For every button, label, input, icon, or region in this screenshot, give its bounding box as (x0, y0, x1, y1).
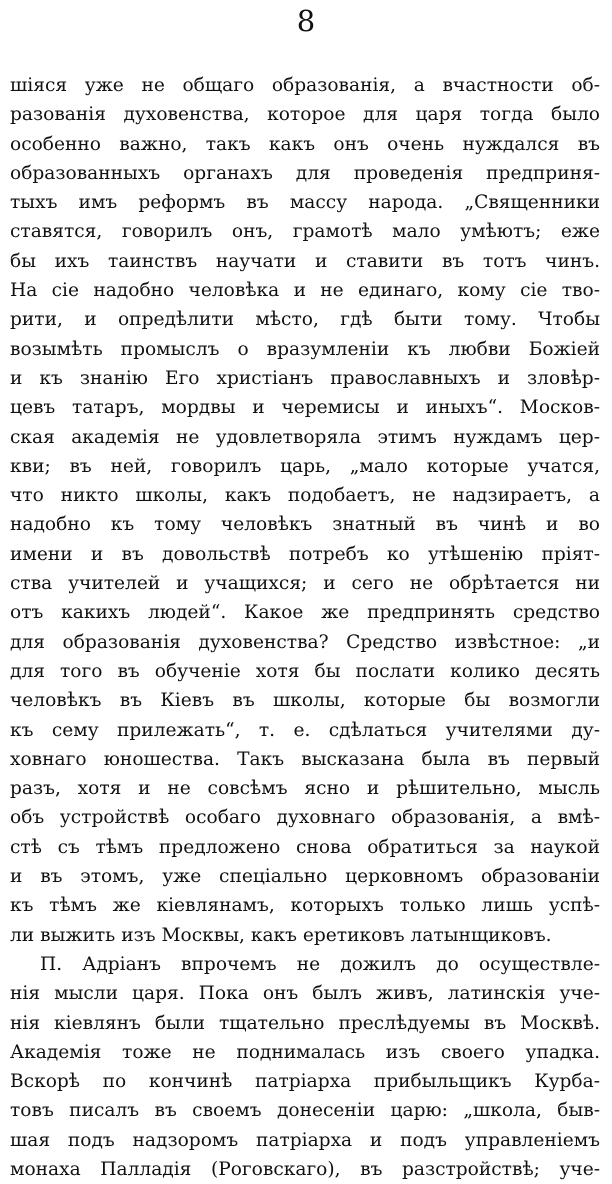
text-line: и въ этомъ, уже спеціально церковномъ образованіи (10, 866, 600, 888)
text-line: нія мысли царя. Пока онъ былъ живъ, латинскія уче- (10, 983, 600, 1005)
text-line: бы ихъ таинствъ научати и ставити въ тотъ чинъ. (10, 250, 600, 272)
page-number: 8 (296, 4, 316, 38)
text-line: возымѣть промыслъ о вразумленіи къ любви Божіей (10, 338, 600, 360)
text-line: ставятся, говорилъ онъ, грамотѣ мало умѣютъ; еже (10, 221, 600, 243)
text-line: особенно важно, такъ какъ онъ очень нуждался въ (10, 133, 600, 155)
text-line: надобно къ тому человѣкъ знатный въ чинѣ и во (10, 514, 600, 536)
text-line: для образованія духовенства? Средство извѣстное: „и (10, 631, 600, 653)
text-line: отъ какихъ людей“. Какое же предпринять средство (10, 602, 600, 624)
text-line: рити, и опредѣлити мѣсто, гдѣ быти тому. Чтобы (10, 309, 600, 331)
text-line: кви; въ ней, говорилъ царь, „мало которые учатся, (10, 455, 600, 477)
text-line: нія кіевлянъ были тщательно преслѣдуемы въ Москвѣ. (10, 1012, 600, 1034)
text-line: объ устройствѣ особаго духовнаго образованія, а вмѣ- (10, 807, 600, 829)
text-line: стѣ съ тѣмъ предложено снова обратиться за наукой (10, 836, 600, 858)
text-line: Академія тоже не поднималась изъ своего упадка. (10, 1041, 600, 1063)
text-line: разъ, хотя и не совсѣмъ ясно и рѣшительно, мысль (10, 778, 600, 800)
text-line: образованныхъ органахъ для проведенія предприня- (10, 162, 600, 184)
text-line: цевъ татаръ, мордвы и черемисы и иныхъ“. Москов- (10, 397, 600, 419)
text-line: П. Адріанъ впрочемъ не дожилъ до осуществле- (40, 953, 600, 975)
text-line: что никто школы, какъ подобаетъ, не надзираетъ, а (10, 485, 600, 507)
body-text (10, 71, 600, 1184)
text-line: къ сему прилежать“, т. е. сдѣлаться учителями ду- (10, 719, 600, 741)
text-line: товъ писалъ въ своемъ донесеніи царю: „школа, быв- (10, 1100, 600, 1122)
text-line: имени и въ довольствѣ потребъ ко утѣшенію пріят- (10, 543, 600, 565)
text-line: ховнаго юношества. Такъ высказана была въ первый (10, 748, 600, 770)
text-line: монаха Палладія (Роговскаго), въ разстройствѣ; уче- (10, 1158, 600, 1180)
text-line: шіяся уже не общаго образованія, а вчастности об- (10, 75, 600, 96)
text-line: человѣкъ въ Кіевъ въ школы, которые бы возмогли (10, 690, 600, 712)
text-line: шая подъ надзоромъ патріарха и подъ управленіемъ (10, 1129, 600, 1151)
text-line: для того въ обученіе хотя бы послати колико десять (10, 660, 600, 682)
text-line: тыхъ имъ реформъ въ массу народа. „Священники (10, 192, 600, 214)
text-line: ства учителей и учащихся; и сего не обрѣтается ни (10, 573, 600, 595)
text-line: На сіе надобно человѣка и не единаго, кому сіе тво- (10, 280, 600, 302)
text-line: ская академія не удовлетворяла этимъ нуждамъ цер- (10, 426, 600, 448)
text-line: Вскорѣ по кончинѣ патріарха прибыльщикъ Курба- (10, 1071, 600, 1093)
text-line: разованія духовенства, которое для царя тогда было (10, 104, 600, 126)
text-line: и къ знанію Его христіанъ православныхъ и зловѣр- (10, 367, 600, 389)
text-line: ли выжить изъ Москвы, какъ еретиковъ латынщиковъ. (10, 924, 552, 946)
text-line: къ тѣмъ же кіевлянамъ, которыхъ только лишь успѣ- (10, 895, 600, 917)
